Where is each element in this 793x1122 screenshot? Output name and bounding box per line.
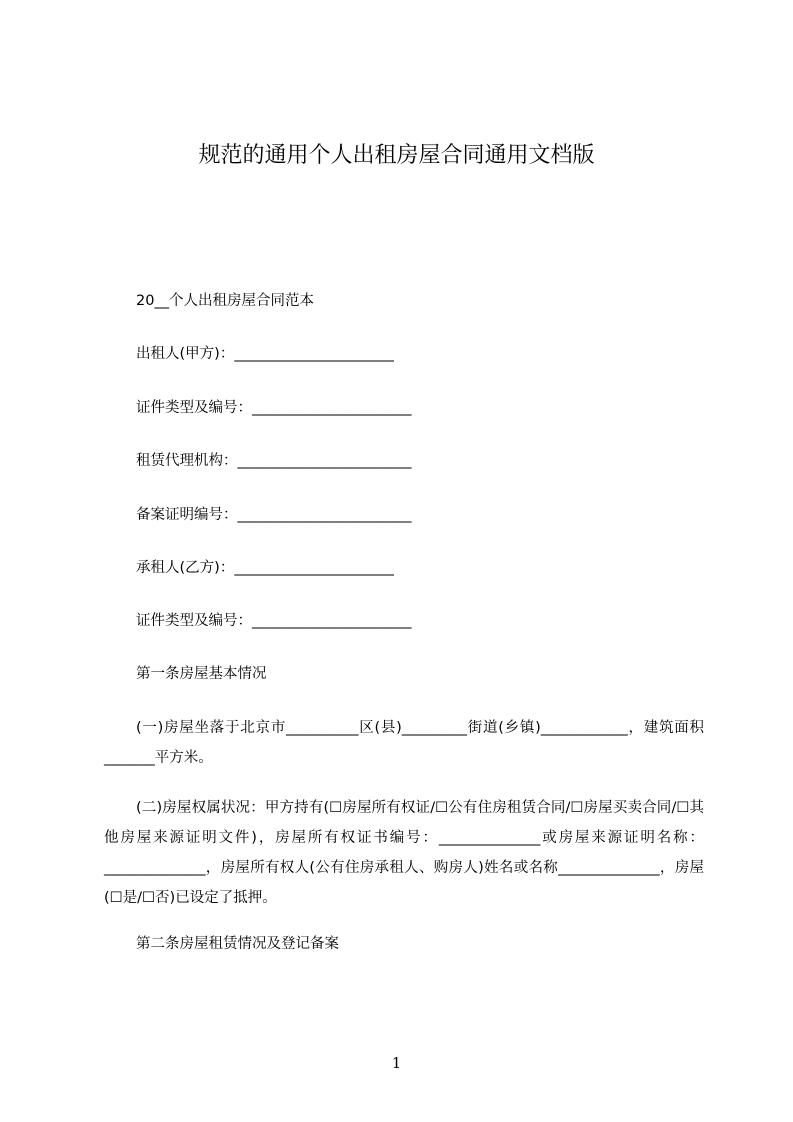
page-number: 1	[391, 1054, 402, 1072]
document-title: 规范的通用个人出租房屋合同通用文档版	[198, 143, 595, 168]
clause-ownership: (二)房屋权属状况：甲方持有(☐房屋所有权证/☐公有住房租赁合同/☐房屋买卖合同/☐其他房屋来源证明文件)，房屋所有权证书编号：______________或房屋来源证明名称：______________，房屋所有权人(公有住房承租人、购房人)姓名或名称______________，房屋(☐是/☐否)已设定了抵押。	[104, 800, 704, 906]
article2-heading: 第二条房屋租赁情况及登记备案	[136, 936, 339, 952]
filing-number-field: 备案证明编号：________________________	[136, 507, 412, 523]
lessor-field: 出租人(甲方)：______________________	[136, 346, 394, 362]
clause-location: (一)房屋坐落于北京市__________区(县)_________街道(乡镇)____________，建筑面积_______平方米。	[104, 720, 704, 766]
lessee-field: 承租人(乙方)：______________________	[136, 560, 394, 576]
agency-field: 租赁代理机构：________________________	[136, 453, 412, 469]
contract-subtitle: 20__个人出租房屋合同范本	[136, 293, 314, 309]
lessee-id-field: 证件类型及编号：______________________	[136, 613, 412, 629]
article1-heading: 第一条房屋基本情况	[136, 666, 267, 682]
lessor-id-field: 证件类型及编号：______________________	[136, 400, 412, 416]
